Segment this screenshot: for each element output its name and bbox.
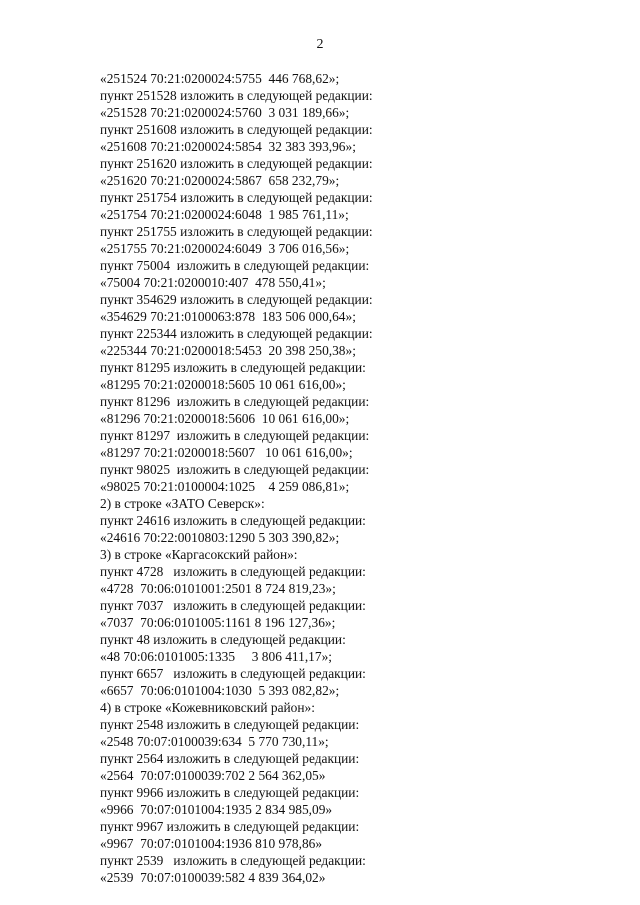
text-line: пункт 81295 изложить в следующей редакции: <box>100 360 366 375</box>
text-line: «251608 70:21:0200024:5854 32 383 393,96»; <box>100 139 356 154</box>
text-line: пункт 75004 изложить в следующей редакции: <box>100 258 370 273</box>
text-line: пункт 251620 изложить в следующей редакции: <box>100 156 373 171</box>
text-line: «9967 70:07:0101004:1936 810 978,86» <box>100 836 323 851</box>
page-number: 2 <box>316 37 324 52</box>
text-line: пункт 251608 изложить в следующей редакции: <box>100 122 373 137</box>
text-line: «81296 70:21:0200018:5606 10 061 616,00»; <box>100 411 350 426</box>
text-line: «75004 70:21:0200010:407 478 550,41»; <box>100 275 326 290</box>
text-line: пункт 354629 изложить в следующей редакции: <box>100 292 373 307</box>
text-line: «2548 70:07:0100039:634 5 770 730,11»; <box>100 734 329 749</box>
text-line: пункт 251755 изложить в следующей редакции: <box>100 224 373 239</box>
text-line: пункт 6657 изложить в следующей редакции: <box>100 666 366 681</box>
text-line: пункт 7037 изложить в следующей редакции: <box>100 598 366 613</box>
text-line: пункт 98025 изложить в следующей редакции: <box>100 462 370 477</box>
text-line: пункт 48 изложить в следующей редакции: <box>100 632 346 647</box>
text-line: «251620 70:21:0200024:5867 658 232,79»; <box>100 173 340 188</box>
text-line: «24616 70:22:0010803:1290 5 303 390,82»; <box>100 530 340 545</box>
text-line: «48 70:06:0101005:1335 3 806 411,17»; <box>100 649 332 664</box>
text-line: «6657 70:06:0101004:1030 5 393 082,82»; <box>100 683 340 698</box>
text-line: «9966 70:07:0101004:1935 2 834 985,09» <box>100 802 333 817</box>
text-line: пункт 251528 изложить в следующей редакции: <box>100 88 373 103</box>
text-line: «251528 70:21:0200024:5760 3 031 189,66»; <box>100 105 350 120</box>
text-line: «2539 70:07:0100039:582 4 839 364,02» <box>100 870 326 885</box>
text-line: пункт 9966 изложить в следующей редакции: <box>100 785 360 800</box>
text-line: 4) в строке «Кожевниковский район»: <box>100 700 315 715</box>
text-line: пункт 9967 изложить в следующей редакции: <box>100 819 360 834</box>
text-line: пункт 2539 изложить в следующей редакции: <box>100 853 366 868</box>
text-line: пункт 4728 изложить в следующей редакции: <box>100 564 366 579</box>
text-line: «354629 70:21:0100063:878 183 506 000,64»; <box>100 309 356 324</box>
text-line: «251755 70:21:0200024:6049 3 706 016,56»; <box>100 241 350 256</box>
document-body <box>100 70 520 886</box>
text-line: «4728 70:06:0101001:2501 8 724 819,23»; <box>100 581 336 596</box>
text-line: 3) в строке «Каргасокский район»: <box>100 547 298 562</box>
text-line: «251754 70:21:0200024:6048 1 985 761,11»; <box>100 207 349 222</box>
text-line: «81295 70:21:0200018:5605 10 061 616,00»; <box>100 377 346 392</box>
text-line: «7037 70:06:0101005:1161 8 196 127,36»; <box>100 615 336 630</box>
text-line: «225344 70:21:0200018:5453 20 398 250,38»; <box>100 343 356 358</box>
text-line: «98025 70:21:0100004:1025 4 259 086,81»; <box>100 479 350 494</box>
text-line: 2) в строке «ЗАТО Северск»: <box>100 496 265 511</box>
text-line: пункт 225344 изложить в следующей редакции: <box>100 326 373 341</box>
text-line: пункт 81296 изложить в следующей редакции: <box>100 394 370 409</box>
text-line: пункт 2548 изложить в следующей редакции: <box>100 717 360 732</box>
text-line: пункт 2564 изложить в следующей редакции: <box>100 751 360 766</box>
text-line: пункт 24616 изложить в следующей редакции: <box>100 513 366 528</box>
text-line: пункт 251754 изложить в следующей редакции: <box>100 190 373 205</box>
text-line: «81297 70:21:0200018:5607 10 061 616,00»; <box>100 445 353 460</box>
text-line: «251524 70:21:0200024:5755 446 768,62»; <box>100 71 340 86</box>
text-line: пункт 81297 изложить в следующей редакции: <box>100 428 370 443</box>
text-line: «2564 70:07:0100039:702 2 564 362,05» <box>100 768 326 783</box>
